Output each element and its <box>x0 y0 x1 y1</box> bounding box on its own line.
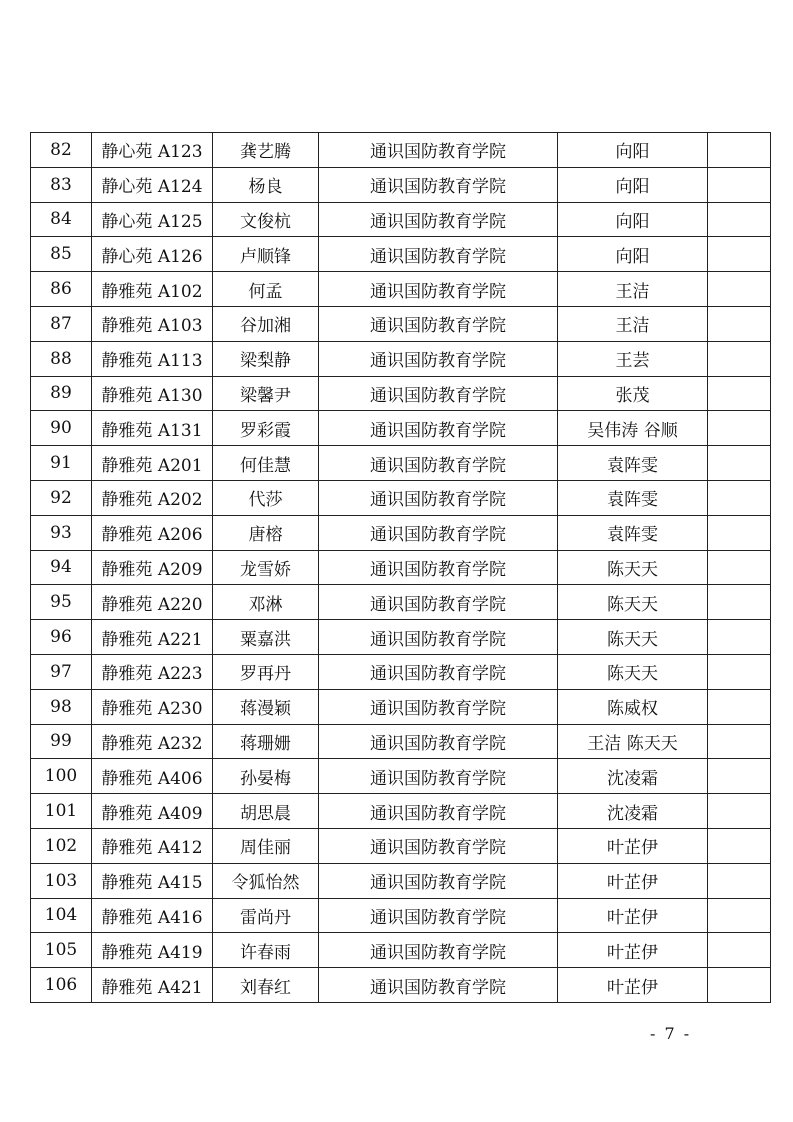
remark-cell <box>708 585 771 620</box>
college-cell: 通识国防教育学院 <box>319 794 558 829</box>
student-name-cell: 何佳慧 <box>213 446 319 481</box>
student-name-cell: 杨良 <box>213 167 319 202</box>
row-index-cell: 86 <box>31 272 92 307</box>
dorm-room-cell: 静雅苑 A232 <box>92 724 213 759</box>
remark-cell <box>708 689 771 724</box>
college-cell: 通识国防教育学院 <box>319 237 558 272</box>
college-cell: 通识国防教育学院 <box>319 828 558 863</box>
table-row <box>31 689 771 724</box>
student-name-cell: 罗再丹 <box>213 654 319 689</box>
table-row <box>31 376 771 411</box>
remark-cell <box>708 341 771 376</box>
remark-cell <box>708 863 771 898</box>
student-name-cell: 孙晏梅 <box>213 759 319 794</box>
remark-cell <box>708 933 771 968</box>
counselor-cell: 向阳 <box>558 237 708 272</box>
remark-cell <box>708 133 771 168</box>
remark-cell <box>708 620 771 655</box>
student-name-cell: 刘春红 <box>213 968 319 1003</box>
dorm-room-cell: 静雅苑 A103 <box>92 306 213 341</box>
row-index-cell: 88 <box>31 341 92 376</box>
table-row <box>31 202 771 237</box>
college-cell: 通识国防教育学院 <box>319 480 558 515</box>
table-row <box>31 446 771 481</box>
student-name-cell: 罗彩霞 <box>213 411 319 446</box>
dorm-room-cell: 静雅苑 A220 <box>92 585 213 620</box>
table-row <box>31 411 771 446</box>
dorm-room-cell: 静雅苑 A113 <box>92 341 213 376</box>
counselor-cell: 王芸 <box>558 341 708 376</box>
college-cell: 通识国防教育学院 <box>319 306 558 341</box>
student-name-cell: 周佳丽 <box>213 828 319 863</box>
dorm-room-cell: 静雅苑 A201 <box>92 446 213 481</box>
college-cell: 通识国防教育学院 <box>319 446 558 481</box>
college-cell: 通识国防教育学院 <box>319 863 558 898</box>
college-cell: 通识国防教育学院 <box>319 167 558 202</box>
row-index-cell: 90 <box>31 411 92 446</box>
student-name-cell: 代莎 <box>213 480 319 515</box>
row-index-cell: 98 <box>31 689 92 724</box>
counselor-cell: 沈凌霜 <box>558 759 708 794</box>
student-name-cell: 胡思晨 <box>213 794 319 829</box>
counselor-cell: 向阳 <box>558 202 708 237</box>
student-name-cell: 文俊杭 <box>213 202 319 237</box>
counselor-cell: 吴伟涛 谷顺 <box>558 411 708 446</box>
counselor-cell: 陈天天 <box>558 654 708 689</box>
counselor-cell: 张茂 <box>558 376 708 411</box>
table-row <box>31 585 771 620</box>
counselor-cell: 叶芷伊 <box>558 828 708 863</box>
dorm-room-cell: 静雅苑 A230 <box>92 689 213 724</box>
student-name-cell: 蒋珊姗 <box>213 724 319 759</box>
college-cell: 通识国防教育学院 <box>319 411 558 446</box>
table-row <box>31 272 771 307</box>
counselor-cell: 王洁 <box>558 306 708 341</box>
counselor-cell: 王洁 陈天天 <box>558 724 708 759</box>
roster-table-body <box>31 133 771 1003</box>
remark-cell <box>708 446 771 481</box>
row-index-cell: 82 <box>31 133 92 168</box>
table-row <box>31 654 771 689</box>
row-index-cell: 97 <box>31 654 92 689</box>
college-cell: 通识国防教育学院 <box>319 376 558 411</box>
counselor-cell: 陈天天 <box>558 550 708 585</box>
table-row <box>31 759 771 794</box>
dorm-room-cell: 静雅苑 A131 <box>92 411 213 446</box>
student-name-cell: 龚艺腾 <box>213 133 319 168</box>
remark-cell <box>708 898 771 933</box>
table-row <box>31 620 771 655</box>
dorm-room-cell: 静雅苑 A409 <box>92 794 213 829</box>
student-name-cell: 梁梨静 <box>213 341 319 376</box>
dorm-room-cell: 静雅苑 A221 <box>92 620 213 655</box>
remark-cell <box>708 794 771 829</box>
counselor-cell: 王洁 <box>558 272 708 307</box>
row-index-cell: 104 <box>31 898 92 933</box>
remark-cell <box>708 515 771 550</box>
dorm-room-cell: 静雅苑 A416 <box>92 898 213 933</box>
row-index-cell: 92 <box>31 480 92 515</box>
remark-cell <box>708 376 771 411</box>
counselor-cell: 袁阵雯 <box>558 515 708 550</box>
row-index-cell: 105 <box>31 933 92 968</box>
dorm-room-cell: 静心苑 A124 <box>92 167 213 202</box>
remark-cell <box>708 968 771 1003</box>
remark-cell <box>708 480 771 515</box>
college-cell: 通识国防教育学院 <box>319 898 558 933</box>
student-name-cell: 谷加湘 <box>213 306 319 341</box>
dorm-room-cell: 静雅苑 A209 <box>92 550 213 585</box>
student-name-cell: 粟嘉洪 <box>213 620 319 655</box>
row-index-cell: 100 <box>31 759 92 794</box>
row-index-cell: 85 <box>31 237 92 272</box>
college-cell: 通识国防教育学院 <box>319 272 558 307</box>
table-row <box>31 306 771 341</box>
remark-cell <box>708 202 771 237</box>
dorm-room-cell: 静雅苑 A415 <box>92 863 213 898</box>
student-name-cell: 蒋漫颖 <box>213 689 319 724</box>
student-name-cell: 邓淋 <box>213 585 319 620</box>
row-index-cell: 99 <box>31 724 92 759</box>
table-row <box>31 167 771 202</box>
student-name-cell: 梁馨尹 <box>213 376 319 411</box>
row-index-cell: 93 <box>31 515 92 550</box>
dorm-room-cell: 静心苑 A123 <box>92 133 213 168</box>
remark-cell <box>708 759 771 794</box>
remark-cell <box>708 167 771 202</box>
row-index-cell: 89 <box>31 376 92 411</box>
counselor-cell: 叶芷伊 <box>558 898 708 933</box>
table-row <box>31 341 771 376</box>
counselor-cell: 叶芷伊 <box>558 863 708 898</box>
remark-cell <box>708 724 771 759</box>
dormitory-roster-table <box>30 132 771 1003</box>
row-index-cell: 83 <box>31 167 92 202</box>
counselor-cell: 陈威权 <box>558 689 708 724</box>
counselor-cell: 叶芷伊 <box>558 968 708 1003</box>
college-cell: 通识国防教育学院 <box>319 724 558 759</box>
table-row <box>31 515 771 550</box>
counselor-cell: 沈凌霜 <box>558 794 708 829</box>
row-index-cell: 95 <box>31 585 92 620</box>
table-row <box>31 828 771 863</box>
dorm-room-cell: 静心苑 A126 <box>92 237 213 272</box>
remark-cell <box>708 654 771 689</box>
student-name-cell: 许春雨 <box>213 933 319 968</box>
dorm-room-cell: 静雅苑 A202 <box>92 480 213 515</box>
student-name-cell: 何孟 <box>213 272 319 307</box>
row-index-cell: 87 <box>31 306 92 341</box>
student-name-cell: 龙雪娇 <box>213 550 319 585</box>
remark-cell <box>708 306 771 341</box>
college-cell: 通识国防教育学院 <box>319 550 558 585</box>
row-index-cell: 91 <box>31 446 92 481</box>
page-number: - 7 - <box>650 1024 692 1043</box>
counselor-cell: 叶芷伊 <box>558 933 708 968</box>
row-index-cell: 102 <box>31 828 92 863</box>
college-cell: 通识国防教育学院 <box>319 968 558 1003</box>
student-name-cell: 雷尚丹 <box>213 898 319 933</box>
row-index-cell: 84 <box>31 202 92 237</box>
row-index-cell: 106 <box>31 968 92 1003</box>
student-name-cell: 卢顺锋 <box>213 237 319 272</box>
dorm-room-cell: 静雅苑 A102 <box>92 272 213 307</box>
dorm-room-cell: 静雅苑 A412 <box>92 828 213 863</box>
college-cell: 通识国防教育学院 <box>319 933 558 968</box>
counselor-cell: 向阳 <box>558 133 708 168</box>
remark-cell <box>708 272 771 307</box>
dorm-room-cell: 静雅苑 A223 <box>92 654 213 689</box>
row-index-cell: 103 <box>31 863 92 898</box>
table-row <box>31 794 771 829</box>
student-name-cell: 唐榕 <box>213 515 319 550</box>
remark-cell <box>708 550 771 585</box>
table-row <box>31 237 771 272</box>
dorm-room-cell: 静雅苑 A130 <box>92 376 213 411</box>
row-index-cell: 101 <box>31 794 92 829</box>
dorm-room-cell: 静雅苑 A406 <box>92 759 213 794</box>
remark-cell <box>708 411 771 446</box>
table-row <box>31 933 771 968</box>
dorm-room-cell: 静雅苑 A206 <box>92 515 213 550</box>
remark-cell <box>708 237 771 272</box>
row-index-cell: 94 <box>31 550 92 585</box>
table-row <box>31 968 771 1003</box>
college-cell: 通识国防教育学院 <box>319 202 558 237</box>
counselor-cell: 向阳 <box>558 167 708 202</box>
table-row <box>31 863 771 898</box>
college-cell: 通识国防教育学院 <box>319 620 558 655</box>
dorm-room-cell: 静心苑 A125 <box>92 202 213 237</box>
counselor-cell: 袁阵雯 <box>558 446 708 481</box>
counselor-cell: 袁阵雯 <box>558 480 708 515</box>
table-row <box>31 550 771 585</box>
dorm-room-cell: 静雅苑 A419 <box>92 933 213 968</box>
dorm-room-cell: 静雅苑 A421 <box>92 968 213 1003</box>
row-index-cell: 96 <box>31 620 92 655</box>
college-cell: 通识国防教育学院 <box>319 341 558 376</box>
college-cell: 通识国防教育学院 <box>319 654 558 689</box>
college-cell: 通识国防教育学院 <box>319 759 558 794</box>
table-row <box>31 480 771 515</box>
counselor-cell: 陈天天 <box>558 620 708 655</box>
counselor-cell: 陈天天 <box>558 585 708 620</box>
table-row <box>31 724 771 759</box>
student-name-cell: 令狐怡然 <box>213 863 319 898</box>
table-row <box>31 898 771 933</box>
college-cell: 通识国防教育学院 <box>319 585 558 620</box>
college-cell: 通识国防教育学院 <box>319 689 558 724</box>
remark-cell <box>708 828 771 863</box>
table-row <box>31 133 771 168</box>
college-cell: 通识国防教育学院 <box>319 515 558 550</box>
college-cell: 通识国防教育学院 <box>319 133 558 168</box>
